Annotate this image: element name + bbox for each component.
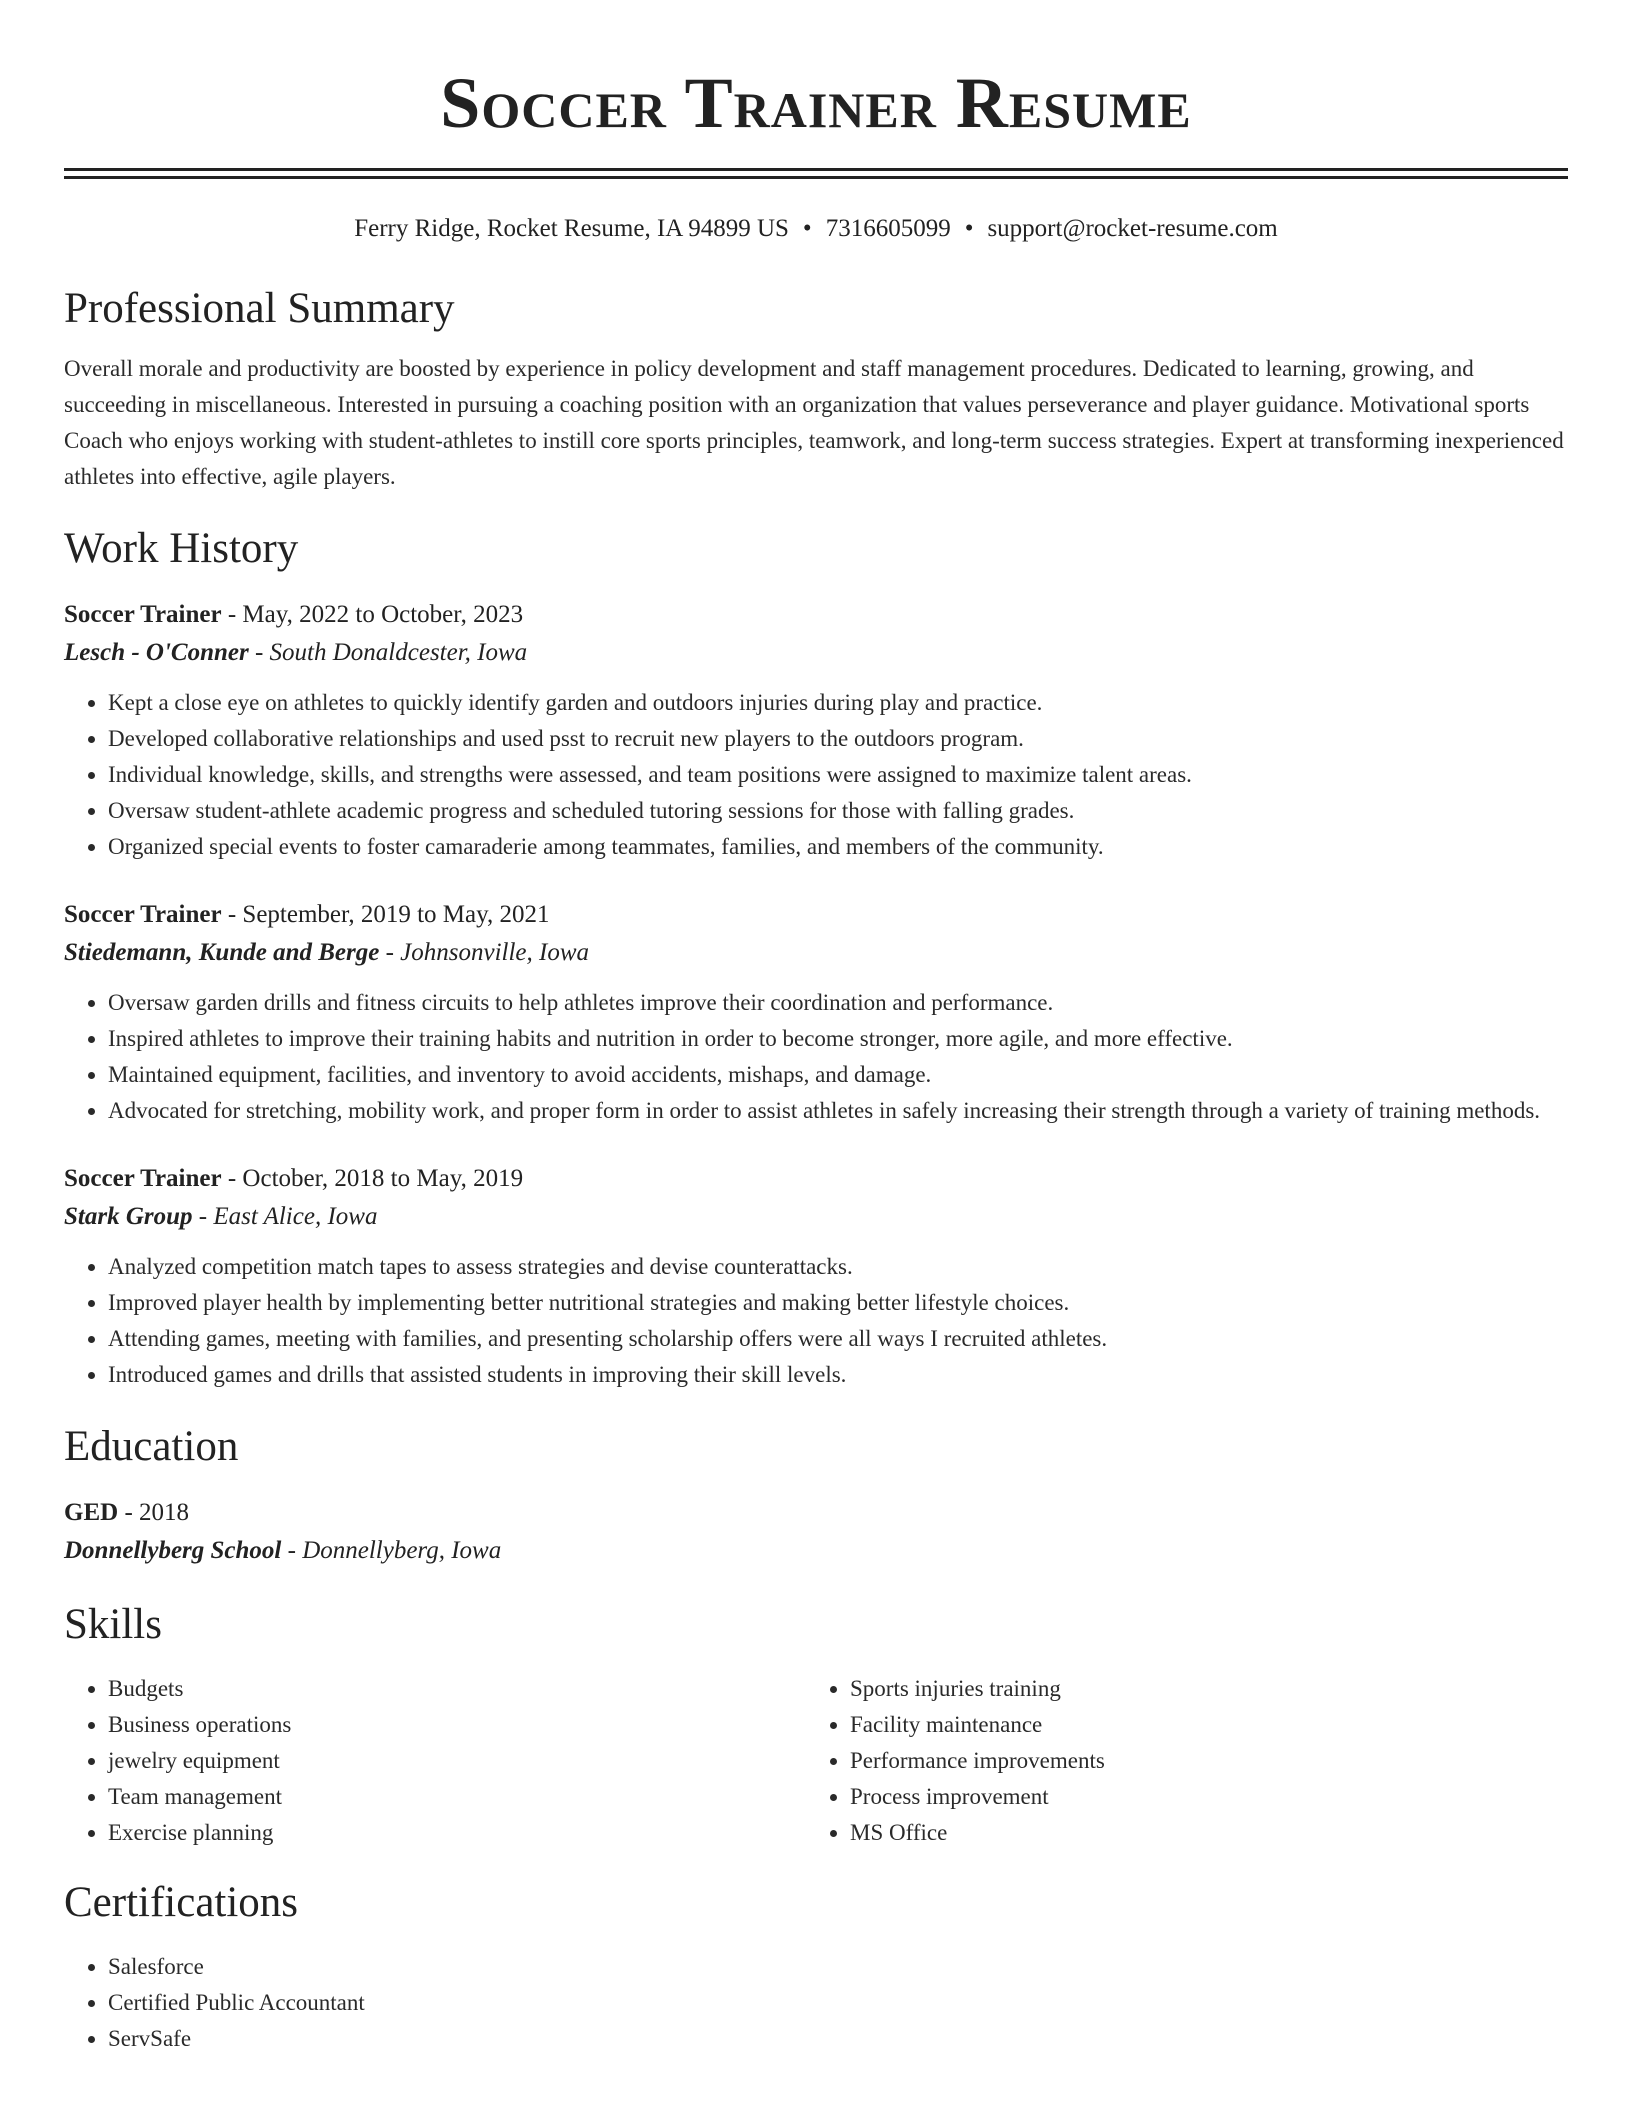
education-section bbox=[64, 1421, 1568, 1571]
school-location: - Donnellyberg, Iowa bbox=[287, 1537, 502, 1564]
skills-grid bbox=[64, 1671, 1568, 1851]
school-line bbox=[64, 1531, 1568, 1571]
certifications-list bbox=[64, 1949, 1568, 2057]
job-bullets bbox=[64, 1249, 1568, 1393]
certification-item: • ServSafe bbox=[108, 2021, 1568, 2057]
job-bullet: • Inspired athletes to improve their training habits and nutrition in order to become stronger, more agile, and more effective. bbox=[108, 1021, 1568, 1057]
job-bullet: • Introduced games and drills that assisted students in improving their skill levels. bbox=[108, 1357, 1568, 1393]
employer-name: Stiedemann, Kunde and Berge bbox=[64, 939, 380, 966]
degree-year: - 2018 bbox=[124, 1499, 190, 1526]
employer-line bbox=[64, 1197, 1568, 1237]
job-bullet: • Advocated for stretching, mobility work, and proper form in order to assist athletes in safely increasing their strength through a variety of training methods. bbox=[108, 1093, 1568, 1129]
skill-item: • Team management bbox=[108, 1779, 806, 1815]
job-entry bbox=[64, 597, 1568, 865]
certifications-heading: Certifications bbox=[64, 1879, 299, 1926]
contact-address: Ferry Ridge, Rocket Resume, IA 94899 US bbox=[354, 215, 789, 242]
job-bullet: • Developed collaborative relationships and used psst to recruit new players to the outdoors program. bbox=[108, 721, 1568, 757]
summary-heading: Professional Summary bbox=[64, 285, 455, 332]
skill-item: • jewelry equipment bbox=[108, 1743, 806, 1779]
certifications-section bbox=[64, 1877, 1568, 2057]
skills-heading: Skills bbox=[64, 1601, 162, 1648]
job-bullet: • Improved player health by implementing better nutritional strategies and making better lifestyle choices. bbox=[108, 1285, 1568, 1321]
skill-item: • Facility maintenance bbox=[850, 1707, 1548, 1743]
resume-page bbox=[64, 0, 1568, 2057]
job-bullet: • Attending games, meeting with families, and presenting scholarship offers were all ways I recruited athletes. bbox=[108, 1321, 1568, 1357]
contact-email: support@rocket-resume.com bbox=[987, 215, 1278, 242]
contact-line bbox=[64, 213, 1568, 245]
job-title-line bbox=[64, 597, 1568, 633]
employer-location: - Johnsonville, Iowa bbox=[385, 939, 590, 966]
job-title: Soccer Trainer bbox=[64, 1165, 222, 1192]
summary-section bbox=[64, 283, 1568, 495]
skill-item: • Exercise planning bbox=[108, 1815, 806, 1851]
job-title: Soccer Trainer bbox=[64, 901, 222, 928]
certification-item: • Salesforce bbox=[108, 1949, 1568, 1985]
employer-line bbox=[64, 633, 1568, 673]
skills-column-right bbox=[806, 1671, 1548, 1851]
job-bullet: • Oversaw student-athlete academic progress and scheduled tutoring sessions for those with falling grades. bbox=[108, 793, 1568, 829]
education-entry bbox=[64, 1495, 1568, 1571]
employer-location: - East Alice, Iowa bbox=[198, 1203, 378, 1230]
job-bullets bbox=[64, 985, 1568, 1129]
school-name: Donnellyberg School bbox=[64, 1537, 282, 1564]
summary-text: Overall morale and productivity are boosted by experience in policy development and staff management procedures. Dedicated to learning, growing, and succeeding in miscellaneous. Interested in pursuing a coaching position with an organization that values perseverance and player guidance. Motivational sports Coach who enjoys working with student-athletes to instill core sports principles, teamwork, and long-term success strategies. Expert at transforming inexperienced athletes into effective, agile players. bbox=[64, 356, 1564, 489]
employer-location: - South Donaldcester, Iowa bbox=[254, 639, 528, 666]
resume-title: Soccer Trainer Resume bbox=[440, 63, 1192, 143]
job-bullet: • Maintained equipment, facilities, and inventory to avoid accidents, mishaps, and damage. bbox=[108, 1057, 1568, 1093]
employer-name: Stark Group bbox=[64, 1203, 193, 1230]
contact-separator: • bbox=[964, 215, 974, 242]
job-title-line bbox=[64, 1161, 1568, 1197]
degree-name: GED bbox=[64, 1499, 119, 1526]
contact-separator: • bbox=[802, 215, 812, 242]
work-history-heading: Work History bbox=[64, 525, 299, 572]
job-bullet: • Individual knowledge, skills, and strengths were assessed, and team positions were assigned to maximize talent areas. bbox=[108, 757, 1568, 793]
education-heading: Education bbox=[64, 1423, 239, 1470]
employer-name: Lesch - O'Conner bbox=[64, 639, 249, 666]
job-dates: - October, 2018 to May, 2019 bbox=[227, 1165, 524, 1192]
job-bullet: • Organized special events to foster camaraderie among teammates, families, and members of the community. bbox=[108, 829, 1568, 865]
skills-section bbox=[64, 1599, 1568, 1851]
job-dates: - May, 2022 to October, 2023 bbox=[227, 601, 524, 628]
skill-item: • Business operations bbox=[108, 1707, 806, 1743]
skill-item: • MS Office bbox=[850, 1815, 1548, 1851]
job-dates: - September, 2019 to May, 2021 bbox=[227, 901, 550, 928]
skill-item: • Budgets bbox=[108, 1671, 806, 1707]
job-title: Soccer Trainer bbox=[64, 601, 222, 628]
job-bullets bbox=[64, 685, 1568, 865]
job-title-line bbox=[64, 897, 1568, 933]
degree-line bbox=[64, 1495, 1568, 1531]
skill-item: • Performance improvements bbox=[850, 1743, 1548, 1779]
job-bullet: • Analyzed competition match tapes to assess strategies and devise counterattacks. bbox=[108, 1249, 1568, 1285]
job-entry bbox=[64, 897, 1568, 1129]
work-history-section bbox=[64, 523, 1568, 1393]
skill-item: • Sports injuries training bbox=[850, 1671, 1548, 1707]
title-divider bbox=[64, 168, 1568, 179]
job-bullet: • Kept a close eye on athletes to quickly identify garden and outdoors injuries during play and practice. bbox=[108, 685, 1568, 721]
skills-column-left bbox=[64, 1671, 806, 1851]
employer-line bbox=[64, 933, 1568, 973]
job-entry bbox=[64, 1161, 1568, 1393]
job-bullet: • Oversaw garden drills and fitness circuits to help athletes improve their coordination and performance. bbox=[108, 985, 1568, 1021]
contact-phone: 7316605099 bbox=[825, 215, 951, 242]
certification-item: • Certified Public Accountant bbox=[108, 1985, 1568, 2021]
skill-item: • Process improvement bbox=[850, 1779, 1548, 1815]
